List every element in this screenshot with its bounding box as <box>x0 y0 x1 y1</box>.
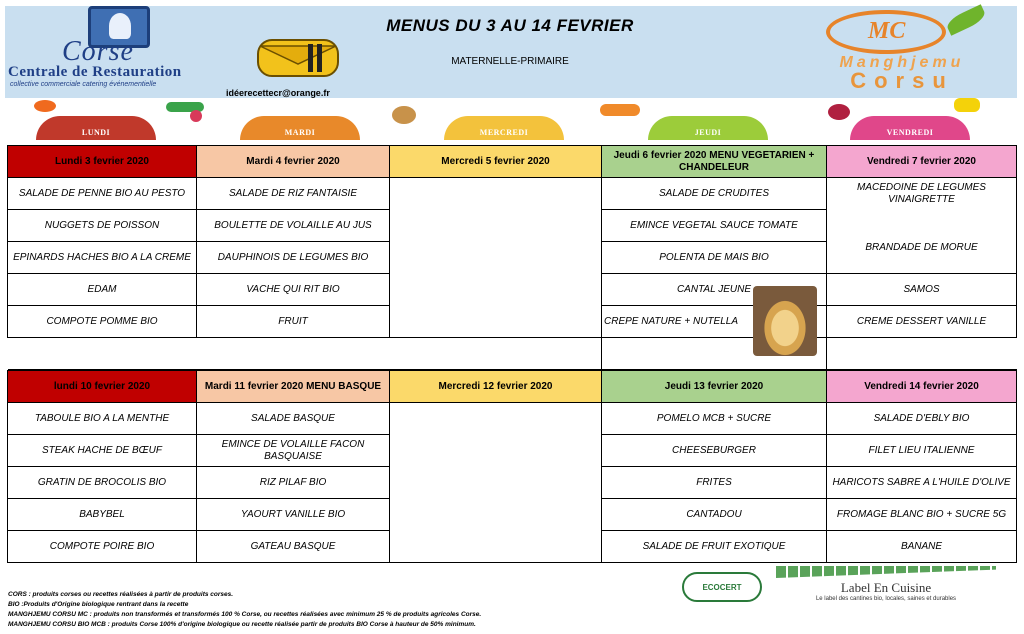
table-row <box>8 274 1017 306</box>
legend-line: BIO :Produits d'Origine biologique rentrant dans la recette <box>8 601 189 608</box>
menu-cell: VACHE QUI RIT BIO <box>197 274 390 306</box>
menu-cell: POLENTA DE MAIS BIO <box>602 242 827 274</box>
menu-cell: GATEAU BASQUE <box>197 531 390 563</box>
menu-cell <box>390 403 602 435</box>
spacer-row <box>8 338 1017 370</box>
table-row <box>8 531 1017 563</box>
menu-cell <box>390 210 602 242</box>
table-row <box>8 306 1017 338</box>
pepper-icon <box>954 98 980 112</box>
menu-cell: FRUIT <box>197 306 390 338</box>
menu-cell: SAMOS <box>827 274 1017 306</box>
menu-cell: BABYBEL <box>8 499 197 531</box>
menu-cell: SALADE DE CRUDITES <box>602 178 827 210</box>
day-tab-vendredi: VENDREDI <box>850 116 970 140</box>
carrot-icon <box>600 104 640 116</box>
menu-cell: EMINCE DE VOLAILLE FACON BASQUAISE <box>197 435 390 467</box>
week2-header-thursday: Jeudi 13 fevrier 2020 <box>602 371 827 403</box>
tomato-icon <box>34 100 56 112</box>
menu-cell <box>390 306 602 338</box>
label-en-cuisine-subtitle: Le label des cantines bio, locales, saines et durables <box>815 596 957 602</box>
page-subtitle: MATERNELLE-PRIMAIRE <box>451 56 569 67</box>
contact-email[interactable]: idéerecettecr@orange.fr <box>226 88 330 98</box>
menu-cell: FROMAGE BLANC BIO + SUCRE 5G <box>827 499 1017 531</box>
legend-line: MANGHJEMU CORSU BIO MCB : produits Corse 100% d'origine biologique ou recette réalisée partir de produits BIO Corse à hauteur de 50% minimum. <box>8 621 476 628</box>
week1-header-monday: Lundi 3 fevrier 2020 <box>8 146 197 178</box>
day-tab-jeudi: JEUDI <box>648 116 768 140</box>
menu-cell: COMPOTE POIRE BIO <box>8 531 197 563</box>
menu-cell: SALADE BASQUE <box>197 403 390 435</box>
menu-cell: BRANDADE DE MORUE <box>827 242 1017 274</box>
table-row <box>8 210 1017 242</box>
menu-cell <box>390 499 602 531</box>
week1-header-row <box>8 146 1017 178</box>
table-row <box>8 178 1017 210</box>
logo-corse-line2: Centrale de Restauration <box>8 64 182 80</box>
label-en-cuisine-title: Label En Cuisine <box>840 580 932 595</box>
spacer-cell <box>197 338 390 370</box>
table-row <box>8 467 1017 499</box>
crepe-photo <box>753 286 817 356</box>
bunting-flags <box>776 566 996 578</box>
menu-cell <box>390 435 602 467</box>
menu-cell: SALADE DE RIZ FANTAISIE <box>197 178 390 210</box>
logo-corse <box>8 6 220 88</box>
logo-corse-name: Corse <box>62 36 134 67</box>
menu-cell: DAUPHINOIS DE LEGUMES BIO <box>197 242 390 274</box>
week2-header-wednesday: Mercredi 12 fevrier 2020 <box>390 371 602 403</box>
menu-cell <box>827 210 1017 242</box>
menu-cell: STEAK HACHE DE BŒUF <box>8 435 197 467</box>
radish-icon <box>190 110 202 122</box>
leaf-icon <box>944 4 987 35</box>
beet-icon <box>828 104 850 120</box>
legend-line: CORS : produits corses ou recettes réalisées à partir de produits corses. <box>8 591 234 598</box>
menu-cell: POMELO MCB + SUCRE <box>602 403 827 435</box>
logo-corse-tagline: collective commerciale catering événementielle <box>10 81 157 88</box>
week1-header-tuesday: Mardi 4 fevrier 2020 <box>197 146 390 178</box>
page-title: MENUS DU 3 AU 14 FEVRIER <box>386 16 634 35</box>
menu-cell: CREPE NATURE + NUTELLA <box>602 306 827 338</box>
mc-initials: MC <box>868 18 906 44</box>
menu-cell: FRITES <box>602 467 827 499</box>
menu-cell: HARICOTS SABRE A L'HUILE D'OLIVE <box>827 467 1017 499</box>
table-row <box>8 435 1017 467</box>
menu-cell <box>390 242 602 274</box>
menu-cell: COMPOTE POMME BIO <box>8 306 197 338</box>
menu-cell: EPINARDS HACHES BIO A LA CREME <box>8 242 197 274</box>
ecocert-logo: ECOCERT <box>682 572 762 602</box>
menu-cell: CHEESEBURGER <box>602 435 827 467</box>
potato-icon <box>392 106 416 124</box>
mc-brand2: Corsu <box>850 68 954 93</box>
menu-cell: NUGGETS DE POISSON <box>8 210 197 242</box>
menu-cell: FILET LIEU ITALIENNE <box>827 435 1017 467</box>
table-row <box>8 403 1017 435</box>
menu-cell: SALADE DE PENNE BIO AU PESTO <box>8 178 197 210</box>
menu-cell: SALADE D'EBLY BIO <box>827 403 1017 435</box>
menu-cell: YAOURT VANILLE BIO <box>197 499 390 531</box>
week2-header-row <box>8 371 1017 403</box>
week1-header-thursday: Jeudi 6 fevrier 2020 MENU VEGETARIEN + CHANDELEUR <box>602 146 827 178</box>
menu-cell: TABOULE BIO A LA MENTHE <box>8 403 197 435</box>
menu-cell: MACEDOINE DE LEGUMES VINAIGRETTE <box>827 178 1017 210</box>
menu-cell: BOULETTE DE VOLAILLE AU JUS <box>197 210 390 242</box>
spacer-cell <box>827 338 1017 370</box>
menu-cell: CREME DESSERT VANILLE <box>827 306 1017 338</box>
week1-header-friday: Vendredi 7 fevrier 2020 <box>827 146 1017 178</box>
legend-line: MANGHJEMU CORSU MC : produits non transformés et transformés 100 % Corse, ou recettes réalisées avec minimum 25 % de produits agricoles Corse. <box>8 611 482 618</box>
day-tab-mercredi: MERCREDI <box>444 116 564 140</box>
menu-cell <box>390 274 602 306</box>
spacer-cell <box>8 338 197 370</box>
legend <box>8 590 481 630</box>
week1-header-wednesday: Mercredi 5 fevrier 2020 <box>390 146 602 178</box>
menu-cell: BANANE <box>827 531 1017 563</box>
logo-manghjemu-corsu <box>796 4 1008 92</box>
menu-cell: CANTADOU <box>602 499 827 531</box>
menu-cell: SALADE DE FRUIT EXOTIQUE <box>602 531 827 563</box>
table-row <box>8 499 1017 531</box>
menu-cell: CANTAL JEUNE <box>602 274 827 306</box>
menu-cell <box>390 531 602 563</box>
menu-cell: RIZ PILAF BIO <box>197 467 390 499</box>
menu-cell: EDAM <box>8 274 197 306</box>
menu-cell: EMINCE VEGETAL SAUCE TOMATE <box>602 210 827 242</box>
menu-cell <box>390 178 602 210</box>
week2-header-friday: Vendredi 14 fevrier 2020 <box>827 371 1017 403</box>
week2-header-tuesday: Mardi 11 fevrier 2020 MENU BASQUE <box>197 371 390 403</box>
week2-header-monday: lundi 10 fevrier 2020 <box>8 371 197 403</box>
day-tab-lundi: LUNDI <box>36 116 156 140</box>
day-tab-mardi: MARDI <box>240 116 360 140</box>
menu-cell: GRATIN DE BROCOLIS BIO <box>8 467 197 499</box>
week1-table <box>7 145 1017 370</box>
mc-brand: Manghjemu <box>839 54 965 71</box>
menu-cell <box>390 467 602 499</box>
week2-table <box>7 370 1017 563</box>
table-row <box>8 242 1017 274</box>
spacer-cell <box>390 338 602 370</box>
